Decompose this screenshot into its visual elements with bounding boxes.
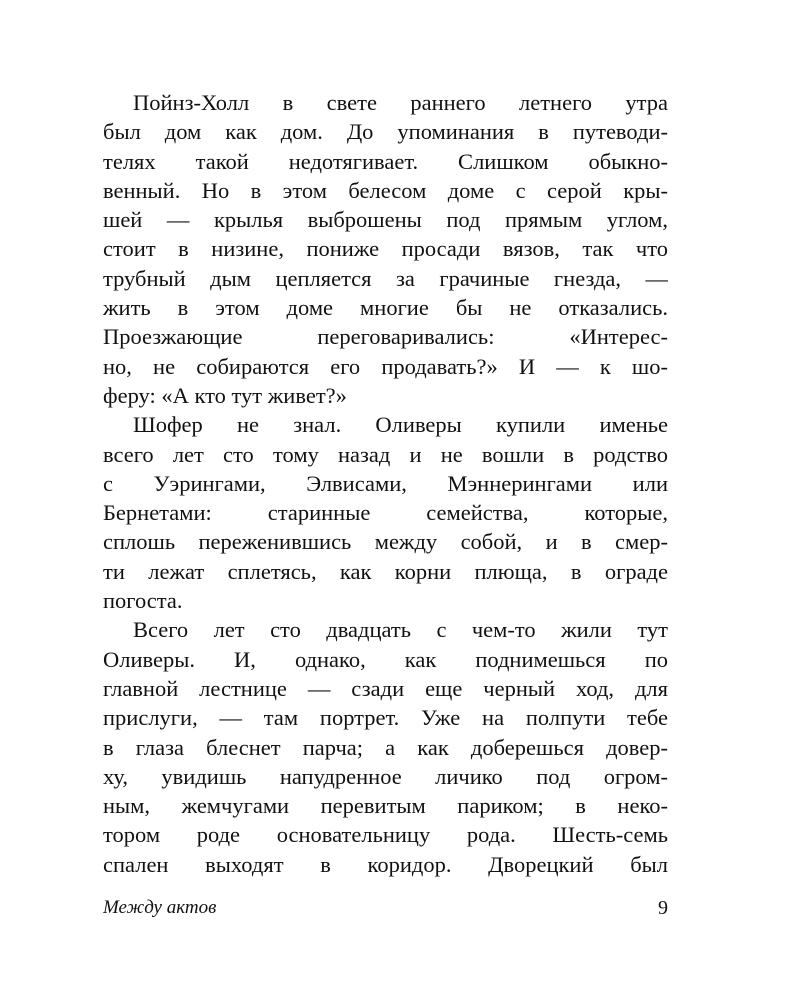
paragraph-1 [103, 88, 668, 410]
page-number: 9 [658, 897, 668, 919]
text-line: стоит в низине, пониже просади вязов, так что [103, 236, 668, 262]
text-line: всего лет сто тому назад и не вошли в родство [103, 441, 668, 467]
text-line: Всего лет сто двадцать с чем-то жили тут [133, 617, 668, 643]
text-line: Пойнз-Холл в свете раннего летнего утра [133, 90, 668, 115]
text-line: Проезжающие переговаривались: «Интерес- [103, 324, 668, 350]
running-title: Между актов [103, 897, 217, 918]
text-line: спален выходят в коридор. Дворецкий был [103, 851, 668, 877]
text-line: феру: «А кто тут живет?» [103, 382, 347, 408]
text-line: ти лежат сплетясь, как корни плюща, в ограде [103, 558, 668, 584]
text-line: Бернетами: старинные семейства, которые, [103, 500, 668, 526]
text-line: жить в этом доме многие бы не отказались. [103, 295, 668, 321]
text-line: венный. Но в этом белесом доме с серой кры- [103, 177, 668, 203]
text-line: телях такой недотягивает. Слишком обыкно- [103, 148, 668, 174]
text-line: в глаза блеснет парча; а как доберешься довер- [103, 734, 668, 760]
text-line: главной лестнице — сзади еще черный ход, для [103, 675, 668, 701]
page-footer [103, 895, 668, 921]
text-line: был дом как дом. До упоминания в путеводи- [103, 119, 668, 145]
text-line: но, не собираются его продавать?» И — к шо- [103, 353, 668, 379]
text-line: Шофер не знал. Оливеры купили именье [133, 412, 668, 438]
text-line: ху, увидишь напудренное личико под огром- [103, 763, 668, 789]
text-line: шей — крылья выброшены под прямым углом, [103, 207, 668, 233]
paragraph-2 [103, 410, 668, 615]
text-line: ным, жемчугами перевитым париком; в неко- [103, 793, 668, 819]
text-line: с Уэрингами, Элвисами, Мэннерингами или [103, 470, 668, 496]
body-text [103, 88, 668, 879]
text-line: погоста. [103, 588, 183, 614]
text-line: трубный дым цепляется за грачиные гнезда, — [103, 265, 668, 291]
text-line: Оливеры. И, однако, как поднимешься по [103, 646, 668, 672]
paragraph-3 [103, 615, 668, 879]
text-line: тором роде основательницу рода. Шесть-семь [103, 822, 668, 848]
text-line: прислуги, — там портрет. Уже на полпути тебе [103, 705, 668, 731]
text-line: сплошь переженившись между собой, и в смер- [103, 529, 668, 555]
